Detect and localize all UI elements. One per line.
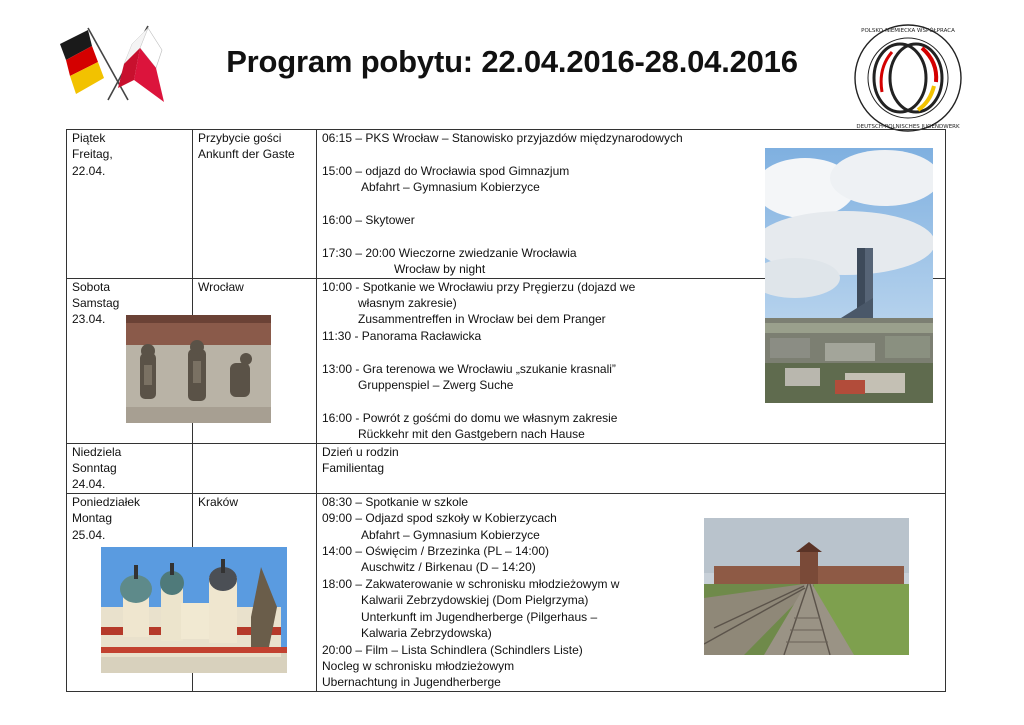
program-line: 08:30 – Spotkanie w szkole: [322, 494, 469, 509]
program-line: Ubernachtung in Jugendherberge: [322, 675, 501, 690]
day-line: 22.04.: [72, 163, 106, 178]
program-line: Zusammentreffen in Wrocław bei dem Pranger: [358, 312, 606, 327]
skytower-photo: [765, 148, 933, 403]
program-line: 20:00 – Film – Lista Schindlera (Schindlers Liste): [322, 642, 583, 657]
program-line: Familientag: [322, 461, 385, 476]
day-line: Sobota: [72, 279, 111, 294]
program-line: Kalwarii Zebrzydowskiej (Dom Pielgrzyma): [361, 593, 589, 608]
day-line: Montag: [72, 511, 113, 526]
svg-text:POLSKO-NIEMIECKA WSPÓŁPRACA: POLSKO-NIEMIECKA WSPÓŁPRACA: [861, 28, 955, 34]
day-cell: [67, 443, 193, 493]
day-line: Poniedziałek: [72, 494, 141, 509]
day-line: Piątek: [72, 131, 106, 145]
day-line: Freitag,: [72, 147, 113, 162]
place-cell: [193, 443, 317, 493]
program-cell: [317, 443, 946, 493]
kalwaria-church-photo: [101, 547, 287, 673]
program-line: 16:00 – Skytower: [322, 213, 415, 227]
day-line: 23.04.: [72, 312, 106, 327]
day-cell: [67, 130, 193, 279]
program-line: 15:00 – odjazd do Wrocławia spod Gimnazjum: [322, 163, 570, 178]
svg-text:DEUTSCH-POLNISCHES JUGENDWERK: DEUTSCH-POLNISCHES JUGENDWERK: [856, 124, 960, 130]
program-line: Wrocław by night: [394, 262, 486, 277]
program-line: Gruppenspiel – Zwerg Suche: [358, 378, 514, 393]
program-line: 17:30 – 20:00 Wieczorne zwiedzanie Wrocławia: [322, 245, 577, 260]
day-line: Niedziela: [72, 444, 122, 459]
day-line: 25.04.: [72, 527, 106, 542]
place-cell: [193, 130, 317, 279]
day-line: 24.04.: [72, 477, 106, 492]
place-line: Ankunft der Gaste: [198, 147, 295, 162]
day-line: Sonntag: [72, 461, 117, 476]
dwarves-photo: [126, 315, 271, 423]
page-title: Program pobytu: 22.04.2016-28.04.2016: [226, 44, 798, 79]
program-line: Kalwaria Zebrzydowska): [361, 626, 492, 641]
place-line: Wrocław: [198, 279, 244, 294]
day-line: Samstag: [72, 296, 120, 311]
program-line: Abfahrt – Gymnasium Kobierzyce: [361, 180, 540, 195]
program-line: Unterkunft im Jugendherberge (Pilgerhaus –: [361, 609, 598, 624]
program-line: 13:00 - Gra terenowa we Wrocławiu „szukanie krasnali”: [322, 361, 616, 376]
table-row: [67, 443, 946, 493]
program-line: 09:00 – Odjazd spod szkoły w Kobierzycach: [322, 511, 557, 526]
program-line: 11:30 - Panorama Racławicka: [322, 328, 482, 343]
program-line: 06:15 – PKS Wrocław – Stanowisko przyjazdów międzynarodowych: [322, 131, 683, 145]
birkenau-photo: [704, 518, 909, 655]
place-line: Przybycie gości: [198, 131, 282, 145]
place-line: Kraków: [198, 494, 239, 509]
program-line: 18:00 – Zakwaterowanie w schronisku młodzieżowym w: [322, 576, 620, 591]
program-line: Rückkehr mit den Gastgebern nach Hause: [358, 427, 585, 442]
program-line: własnym zakresie): [358, 296, 457, 311]
program-line: 14:00 – Oświęcim / Brzezinka (PL – 14:00): [322, 544, 549, 559]
program-line: Nocleg w schronisku młodzieżowym: [322, 658, 515, 673]
program-line: 16:00 - Powrót z gośćmi do domu we własnym zakresie: [322, 410, 618, 425]
pnwm-seal-logo: [852, 22, 964, 134]
program-line: Auschwitz / Birkenau (D – 14:20): [361, 560, 536, 575]
program-line: Abfahrt – Gymnasium Kobierzyce: [361, 527, 540, 542]
program-line: Dzień u rodzin: [322, 444, 399, 459]
program-line: 10:00 - Spotkanie we Wrocławiu przy Pręgierzu (dojazd we: [322, 279, 636, 294]
